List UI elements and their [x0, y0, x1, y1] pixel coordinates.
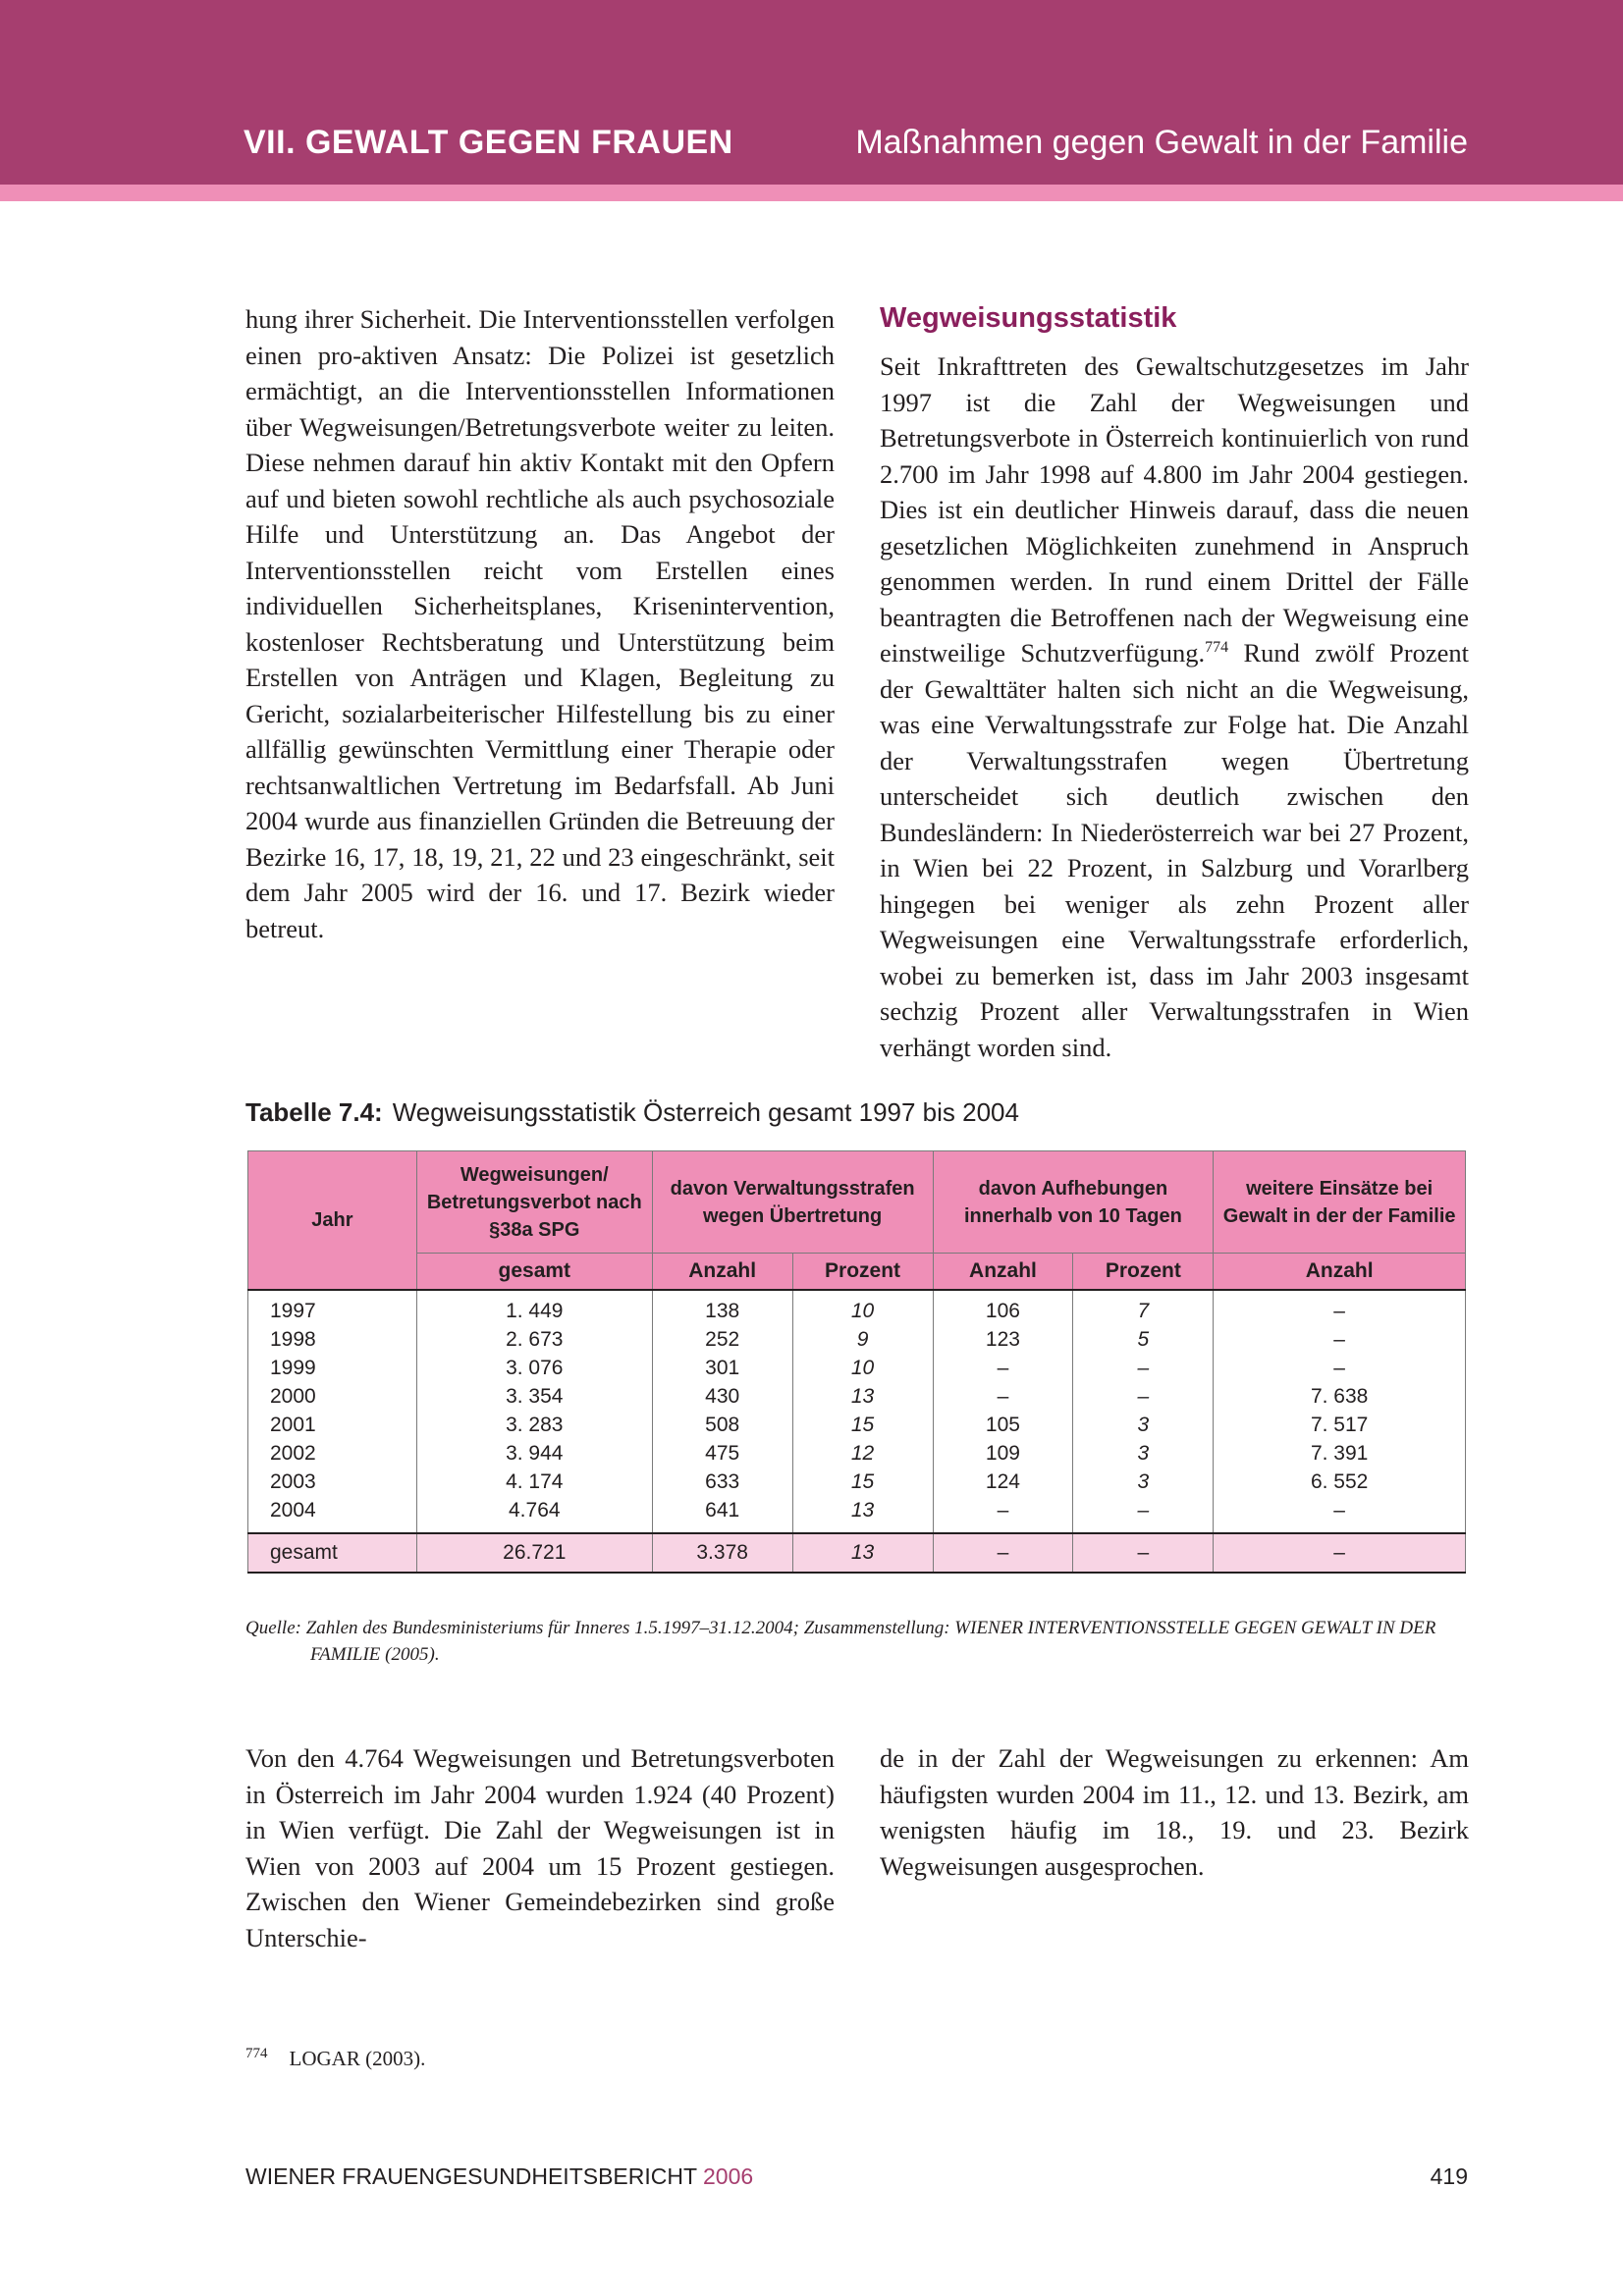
cell-percent: 3 [1073, 1439, 1214, 1468]
subheader-anzahl: Anzahl [1214, 1254, 1466, 1291]
cell: 109 [933, 1439, 1073, 1468]
cell: 4.764 [416, 1496, 652, 1533]
cell-percent: 9 [792, 1325, 933, 1354]
cell-total: 3.378 [652, 1533, 792, 1573]
cell-year: 2004 [248, 1496, 417, 1533]
table-row [248, 1468, 1466, 1496]
cell: 301 [652, 1354, 792, 1382]
cell-percent: 3 [1073, 1468, 1214, 1496]
paragraph: Von den 4.764 Wegweisungen und Betretungsverboten in Österreich im Jahr 2004 wurden 1.924 (40 Prozent) in Wien verfügt. Die Zahl der Wegweisungen ist in Wien von 2003 auf 2004 um 15 Prozent gestiegen. Zwischen den Wiener Gemeindebezirken sind große Unterschie- [245, 1743, 835, 1952]
header-verwaltungsstrafen: davon Verwaltungsstrafen wegen Übertretung [652, 1151, 933, 1254]
cell: 7. 638 [1214, 1382, 1466, 1411]
statistics-table [247, 1150, 1466, 1574]
header-aufhebungen: davon Aufhebungen innerhalb von 10 Tagen [933, 1151, 1214, 1254]
cell-year: 2002 [248, 1439, 417, 1468]
cell: 430 [652, 1382, 792, 1411]
cell: 508 [652, 1411, 792, 1439]
cell-total-label: gesamt [248, 1533, 417, 1573]
cell-year: 1997 [248, 1290, 417, 1325]
subheader-anzahl: Anzahl [652, 1254, 792, 1291]
cell-year: 2001 [248, 1411, 417, 1439]
cell-percent: 13 [792, 1382, 933, 1411]
cell: 138 [652, 1290, 792, 1325]
footer-year: 2006 [703, 2163, 754, 2189]
paragraph-part-b: Rund zwölf Prozent der Gewalttäter halten sich nicht an die Wegweisung, was eine Verwaltungsstrafe zur Folge hat. Die Anzahl der Verwaltungsstrafen wegen Übertretung unterscheidet sich deutlich zwischen den Bundesländern: In Niederösterreich war bei 27 Prozent, in Wien bei 22 Prozent, in Salzburg und Vorarlberg hingegen bei weniger als zehn Prozent aller Wegweisungen eine Verwaltungsstrafe erforderlich, wobei zu bemerken ist, dass im Jahr 2003 insgesamt sechzig Prozent aller Verwaltungsstrafen in Wien verhängt worden sind. [880, 638, 1469, 1062]
table-row [248, 1411, 1466, 1439]
subheader-prozent: Prozent [792, 1254, 933, 1291]
paragraph-part-a: Seit Inkrafttreten des Gewaltschutzgesetzes im Jahr 1997 ist die Zahl der Wegweisungen und Betretungsverbote in Österreich kontinuierlich von rund 2.700 im Jahr 1998 auf 4.800 im Jahr 2004 gestiegen. Dies ist ein deutlicher Hinweis darauf, dass die neuen gesetzlichen Möglichkeiten zunehmend in Anspruch genommen werden. In rund einem Drittel der Fälle beantragten die Betroffenen nach der Wegweisung eine einstweilige Schutzverfügung. [880, 351, 1469, 667]
cell: 3. 283 [416, 1411, 652, 1439]
cell: 3. 076 [416, 1354, 652, 1382]
cell: 252 [652, 1325, 792, 1354]
body-text-right-bottom [880, 1740, 1469, 1884]
cell-percent: 13 [792, 1496, 933, 1533]
header-stripe [0, 185, 1623, 201]
cell: – [1214, 1496, 1466, 1533]
paragraph: hung ihrer Sicherheit. Die Interventionsstellen verfolgen einen pro-aktiven Ansatz: Die Polizei ist gesetzlich ermächtigt, an die Interventionsstellen Informationen über Wegweisungen/Betretungsverbote weiter zu leiten. Diese nehmen darauf hin aktiv Kontakt mit den Opfern auf und bieten sowohl rechtliche als auch psychosoziale Hilfe und Unterstützung an. Das Angebot der Interventionsstellen reicht vom Erstellen eines individuellen Sicherheitsplanes, Krisenintervention, kostenloser Rechtsberatung und Unterstützung beim Erstellen von Anträgen und Klagen, Begleitung zu Gericht, sozialarbeiterischer Hilfestellung bis zu einer allfällig gewünschten Vermittlung einer Therapie oder rechtsanwaltlichen Vertretung im Bedarfsfall. Ab Juni 2004 wurde aus finanziellen Gründen die Betreuung der Bezirke 16, 17, 18, 19, 21, 22 und 23 eingeschränkt, seit dem Jahr 2005 wird der 16. und 17. Bezirk wieder betreut. [245, 304, 835, 943]
cell: – [933, 1496, 1073, 1533]
cell: 1. 449 [416, 1290, 652, 1325]
cell: 6. 552 [1214, 1468, 1466, 1496]
cell-percent: 5 [1073, 1325, 1214, 1354]
cell: 475 [652, 1439, 792, 1468]
cell-percent: 15 [792, 1411, 933, 1439]
cell: 105 [933, 1411, 1073, 1439]
subheading: Wegweisungsstatistik [880, 302, 1177, 334]
table-caption-label: Tabelle 7.4: [245, 1097, 383, 1127]
cell-total-percent: 13 [792, 1533, 933, 1573]
paragraph: de in der Zahl der Wegweisungen zu erkennen: Am häufigsten wurden 2004 im 11., 12. und 13. Bezirk, am wenigsten häufig im 18., 19. und 23. Bezirk Wegweisungen ausgesprochen. [880, 1743, 1469, 1881]
cell: – [1214, 1290, 1466, 1325]
cell-total: – [1214, 1533, 1466, 1573]
cell: 124 [933, 1468, 1073, 1496]
cell: 106 [933, 1290, 1073, 1325]
cell-total: 26.721 [416, 1533, 652, 1573]
cell: 7. 391 [1214, 1439, 1466, 1468]
footnote [245, 2047, 425, 2071]
body-text-left-bottom [245, 1740, 835, 1955]
header-wegweisungen: Wegweisungen/ Betretungsverbot nach §38a SPG [416, 1151, 652, 1254]
cell: – [933, 1382, 1073, 1411]
table-total-row [248, 1533, 1466, 1573]
table-row [248, 1382, 1466, 1411]
cell: 633 [652, 1468, 792, 1496]
subheader-prozent: Prozent [1073, 1254, 1214, 1291]
body-text-right-top [880, 301, 1469, 1065]
footnote-number: 774 [245, 2046, 268, 2061]
cell-year: 1998 [248, 1325, 417, 1354]
cell: 4. 174 [416, 1468, 652, 1496]
table-row [248, 1354, 1466, 1382]
subheader-anzahl: Anzahl [933, 1254, 1073, 1291]
cell: 3. 354 [416, 1382, 652, 1411]
chapter-title: VII. GEWALT GEGEN FRAUEN [243, 124, 733, 161]
body-text-left-top [245, 301, 835, 946]
paragraph [880, 348, 1469, 1065]
cell-percent: 12 [792, 1439, 933, 1468]
table-row [248, 1325, 1466, 1354]
cell-percent: 10 [792, 1290, 933, 1325]
header-weitere-einsaetze: weitere Einsätze bei Gewalt in der der Familie [1214, 1151, 1466, 1254]
table-row [248, 1439, 1466, 1468]
cell: 123 [933, 1325, 1073, 1354]
cell: 3. 944 [416, 1439, 652, 1468]
cell-percent: 15 [792, 1468, 933, 1496]
cell-percent: 3 [1073, 1411, 1214, 1439]
cell-year: 2003 [248, 1468, 417, 1496]
cell: 7. 517 [1214, 1411, 1466, 1439]
cell-percent: – [1073, 1354, 1214, 1382]
cell: – [933, 1354, 1073, 1382]
cell: 641 [652, 1496, 792, 1533]
cell: – [1214, 1325, 1466, 1354]
subheader-gesamt: gesamt [416, 1254, 652, 1291]
table-row [248, 1290, 1466, 1325]
footnote-reference: 774 [1205, 639, 1229, 657]
page-number: 419 [1430, 2163, 1468, 2189]
footer-title [245, 2163, 753, 2190]
cell: – [1214, 1354, 1466, 1382]
footer-report-name: WIENER FRAUENGESUNDHEITSBERICHT [245, 2163, 697, 2189]
table-caption [245, 1097, 1019, 1128]
cell-year: 2000 [248, 1382, 417, 1411]
cell-percent: – [1073, 1382, 1214, 1411]
cell: 2. 673 [416, 1325, 652, 1354]
cell-percent: 7 [1073, 1290, 1214, 1325]
section-title: Maßnahmen gegen Gewalt in der Familie [855, 124, 1468, 161]
table-row [248, 1496, 1466, 1533]
cell-total: – [933, 1533, 1073, 1573]
cell-percent: 10 [792, 1354, 933, 1382]
header-jahr: Jahr [248, 1151, 417, 1291]
footnote-text: LOGAR (2003). [289, 2047, 426, 2070]
cell-percent: – [1073, 1496, 1214, 1533]
table-source: Quelle: Zahlen des Bundesministeriums für Inneres 1.5.1997–31.12.2004; Zusammenstellung: WIENER INTERVENTIONSSTELLE GEGEN GEWALT IN DER FAMILIE (2005). [245, 1618, 1436, 1665]
cell-total: – [1073, 1533, 1214, 1573]
cell-year: 1999 [248, 1354, 417, 1382]
table-caption-text: Wegweisungsstatistik Österreich gesamt 1997 bis 2004 [392, 1097, 1019, 1127]
